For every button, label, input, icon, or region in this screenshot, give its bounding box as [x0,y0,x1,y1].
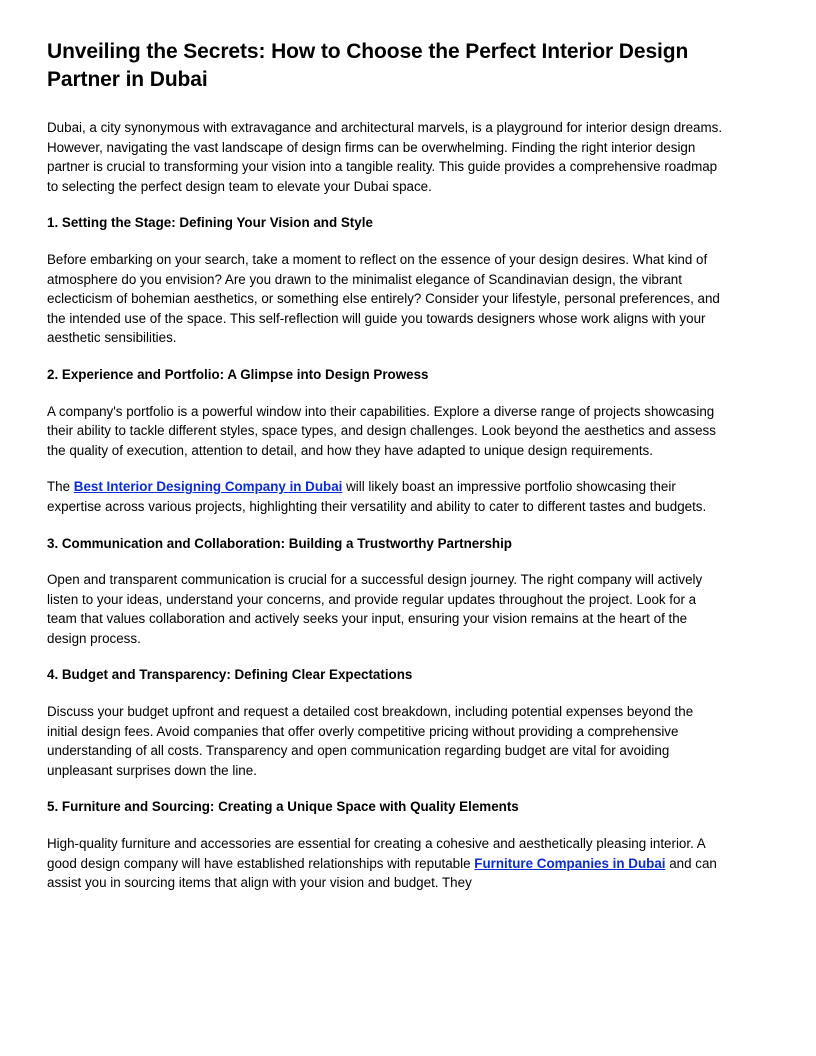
intro-paragraph: Dubai, a city synonymous with extravagance and architectural marvels, is a playground for interior design dreams. However, navigating the vast landscape of design firms can be overwhelming. Finding the right interior design partner is crucial to transforming your vision into a tangible reality. This guide provides a comprehensive roadmap to selecting the perfect design team to elevate your Dubai space. [47,120,723,194]
furniture-companies-link[interactable]: Furniture Companies in Dubai [474,855,666,871]
section-5-link-after: and can assist you in sourcing items that align with your vision and budget. They [47,855,717,891]
section-2-link-after: will likely boast an impressive portfolio showcasing their expertise across various projects, highlighting their versatility and ability to cater to different tastes and budgets. [47,479,707,514]
section-4-body: Discuss your budget upfront and request a detailed cost breakdown, including potential expenses beyond the initial design fees. Avoid companies that offer overly competitive pricing without providing a comprehensive understanding of all costs. Transparency and open communication regarding budget are vital for avoiding unpleasant surprises down the line. [47,704,694,778]
section-5-link-paragraph [47,834,727,893]
section-2-body: A company's portfolio is a powerful window into their capabilities. Explore a diverse range of projects showcasing their ability to tackle different styles, space types, and design challenges. Look beyond the aesthetics and assess the quality of execution, attention to detail, and how they have adapted to unique design requirements. [47,403,716,458]
section-2-link-paragraph [47,477,727,516]
section-3-body: Open and transparent communication is crucial for a successful design journey. The right company will actively listen to your ideas, understand your concerns, and provide regular updates throughout the project. Look for a team that values collaboration and actively seeks your input, ensuring your vision remains at the heart of the design process. [47,572,703,646]
section-5-heading: 5. Furniture and Sourcing: Creating a Unique Space with Quality Elements [47,799,519,815]
section-5-link-before: High-quality furniture and accessories are essential for creating a cohesive and aesthetically pleasing interior. A good design company will have established relationships with reputable [47,836,705,871]
section-1-heading: 1. Setting the Stage: Defining Your Vision and Style [47,215,373,231]
section-2-heading: 2. Experience and Portfolio: A Glimpse into Design Prowess [47,366,429,382]
document-page [47,38,727,910]
best-interior-designing-company-link[interactable]: Best Interior Designing Company in Dubai [73,479,343,495]
section-1-body: Before embarking on your search, take a moment to reflect on the essence of your design desires. What kind of atmosphere do you envision? Are you drawn to the minimalist elegance of Scandinavian design, the vibrant eclecticism of bohemian aesthetics, or something else entirely? Consider your lifestyle, personal preferences, and the intended use of the space. This self-reflection will guide you towards designers whose work aligns with your aesthetic sensibilities. [47,251,720,346]
section-2-link-before: The [47,479,74,495]
document-title: Unveiling the Secrets: How to Choose the Perfect Interior Design Partner in Dubai [47,40,689,91]
section-3-heading: 3. Communication and Collaboration: Building a Trustworthy Partnership [47,535,512,551]
section-4-heading: 4. Budget and Transparency: Defining Clear Expectations [47,667,413,683]
